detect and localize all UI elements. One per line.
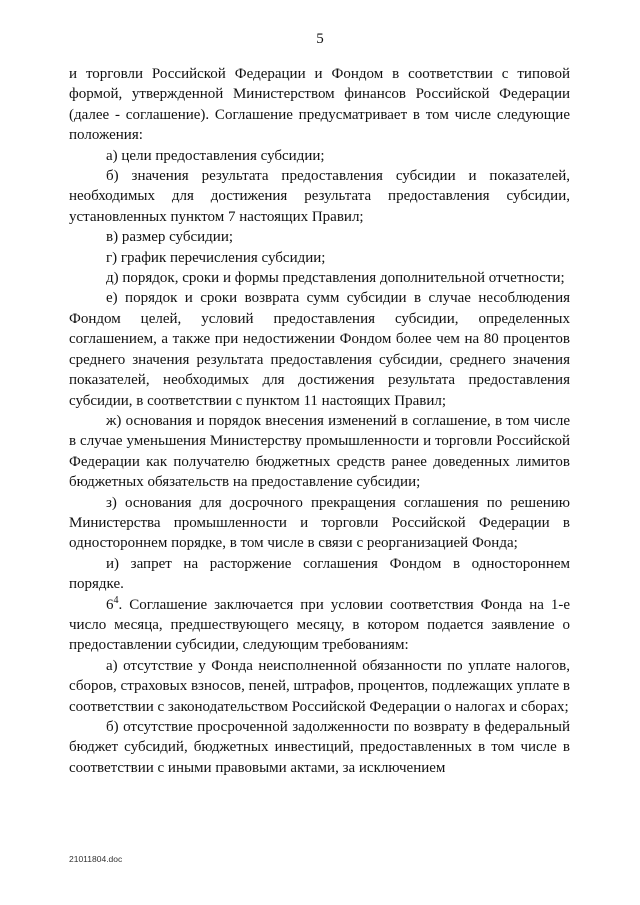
paragraph-text: . Соглашение заключается при условии соответствия Фонда на 1-е число месяца, предшествующего месяцу, в котором подается заявление о предоставлении субсидии, следующим требованиям: — [69, 596, 570, 654]
paragraph: е) порядок и сроки возврата сумм субсидии в случае несоблюдения Фондом целей, условий предоставления субсидии, определенных соглашением, а также при недостижении Фондом более чем на 80 процентов среднего значения результата предоставления субсидии, среднего значения показателей, необходимых для достижения результата предоставления субсидии, в соответствии с пунктом 11 настоящих Правил; — [69, 290, 570, 409]
document-body — [69, 64, 570, 778]
paragraph: б) значения результата предоставления субсидии и показателей, необходимых для достижения результата предоставления субсидии, установленных пунктом 7 настоящих Правил; — [69, 168, 570, 225]
file-name-footer: 21011804.doc — [69, 854, 123, 864]
paragraph: г) график перечисления субсидии; — [106, 249, 326, 266]
paragraph-6-4 — [69, 595, 570, 656]
paragraph: и торговли Российской Федерации и Фондом в соответствии с типовой формой, утвержденной Министерством финансов Российской Федерации (далее - соглашение). Соглашение предусматривает в том числе следующие положения: — [69, 66, 570, 144]
section-number: 6 — [106, 596, 114, 613]
section-superscript: 4 — [113, 594, 119, 606]
paragraph: ж) основания и порядок внесения изменений в соглашение, в том числе в случае уменьшения Министерству промышленности и торговли Российской Федерации как получателю бюджетных средств ранее доведенных лимитов бюджетных обязательств на предоставление субсидии; — [69, 412, 570, 491]
page-number: 5 — [316, 31, 324, 47]
paragraph: а) цели предоставления субсидии; — [106, 147, 325, 164]
paragraph: б) отсутствие просроченной задолженности по возврату в федеральный бюджет субсидий, бюджетных инвестиций, предоставленных в том числе в соответствии с иными правовыми актами, за исключением — [69, 719, 570, 776]
paragraph: д) порядок, сроки и формы представления дополнительной отчетности; — [106, 270, 565, 287]
paragraph: а) отсутствие у Фонда неисполненной обязанности по уплате налогов, сборов, страховых взносов, пеней, штрафов, процентов, подлежащих уплате в соответствии с законодательством Российской Федерации о налогах и сборах; — [69, 657, 570, 715]
paragraph: и) запрет на расторжение соглашения Фондом в одностороннем порядке. — [69, 555, 570, 593]
paragraph: з) основания для досрочного прекращения соглашения по решению Министерства промышленности и торговли Российской Федерации в одностороннем порядке, в том числе в связи с реорганизацией Фонда; — [69, 494, 570, 552]
paragraph: в) размер субсидии; — [106, 229, 234, 246]
